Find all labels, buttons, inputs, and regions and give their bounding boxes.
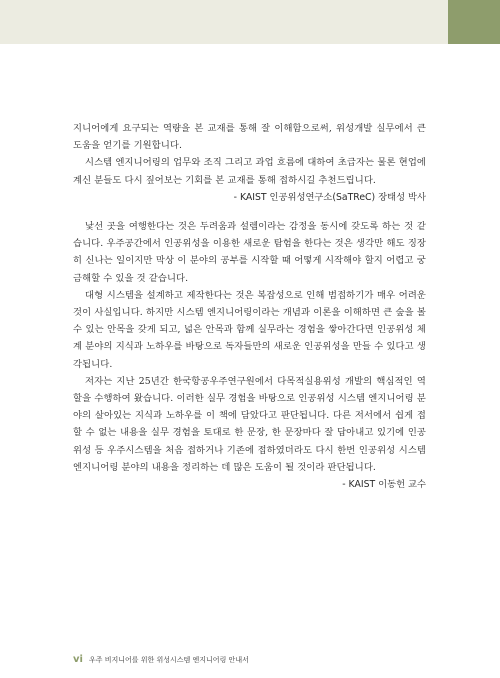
book-title: 우주 비지니어를 위한 위성시스템 엔지니어링 안내서 bbox=[88, 656, 249, 664]
page-number: vi bbox=[73, 654, 83, 665]
paragraph: 저자는 지난 25년간 한국항공우주연구원에서 다목적실용위성 개발의 핵심적인 역할을 수행하여 왔습니다. 이러한 실무 경험을 바탕으로 인공위성 시스템 엔지니어링 분야의 살아있는 지식과 노하우를 이 책에 담았다고 판단됩니다. 다른 저서에서 쉽게 접할 수 없는 내용을 실무 경험을 토대로 한 문장, 한 문장마다 잘 답아내고 있기에 인공위성 등 우주시스템을 처음 접하거나 기존에 접하였더라도 다시 한번 인공위성 시스템 엔지니어링 분야의 내용을 정리하는 데 많은 도움이 될 것이라 판단됩니다. bbox=[73, 375, 426, 473]
paragraph: 대형 시스템을 설계하고 제작한다는 것은 복잡성으로 인해 범접하기가 매우 어려운 것이 사실입니다. 하지만 시스템 엔지니어링이라는 개념과 이론을 이해하면 큰 숲을 볼 수 있는 안목을 갖게 되고, 넓은 안목과 함께 실무라는 경험을 쌓아간다면 인공위성 체계 분야의 지식과 노하우를 바탕으로 독자들만의 새로운 인공위성을 만들 수 있다고 생각됩니다. bbox=[73, 289, 426, 370]
paragraph: 시스템 엔지니어링의 업무와 조직 그리고 과업 흐름에 대하여 초급자는 물론 현업에 계신 분들도 다시 짚어보는 기회를 본 교재를 통해 접하시길 추천드립니다. bbox=[73, 157, 426, 186]
paragraph: 낯선 곳을 여행한다는 것은 두려움과 설렘이라는 감정을 동시에 갖도록 하는 것 같습니다. 우주공간에서 인공위성을 이용한 새로운 탐험을 한다는 것은 생각만 해도 징장히 신나는 일이지만 막상 이 분야의 공부를 시작할 때 어떻게 시작해야 할지 어렵고 궁금해할 수 있을 것 같습니다. bbox=[73, 221, 426, 284]
signature: - KAIST 인공위성연구소(SaTReC) 장태성 박사 bbox=[233, 191, 426, 203]
recommendation-block-1 bbox=[73, 120, 426, 206]
signature: - KAIST 이동헌 교수 bbox=[342, 479, 426, 491]
recommendation-block-2 bbox=[73, 218, 426, 493]
chapter-tab bbox=[448, 0, 500, 44]
header-band bbox=[0, 0, 500, 44]
paragraph: 지니어에게 요구되는 역량을 본 교재를 통해 잘 이해함으로써, 위성개발 실무에서 큰 도움을 얻기를 기원합니다. bbox=[73, 123, 426, 152]
page-footer bbox=[73, 654, 249, 665]
